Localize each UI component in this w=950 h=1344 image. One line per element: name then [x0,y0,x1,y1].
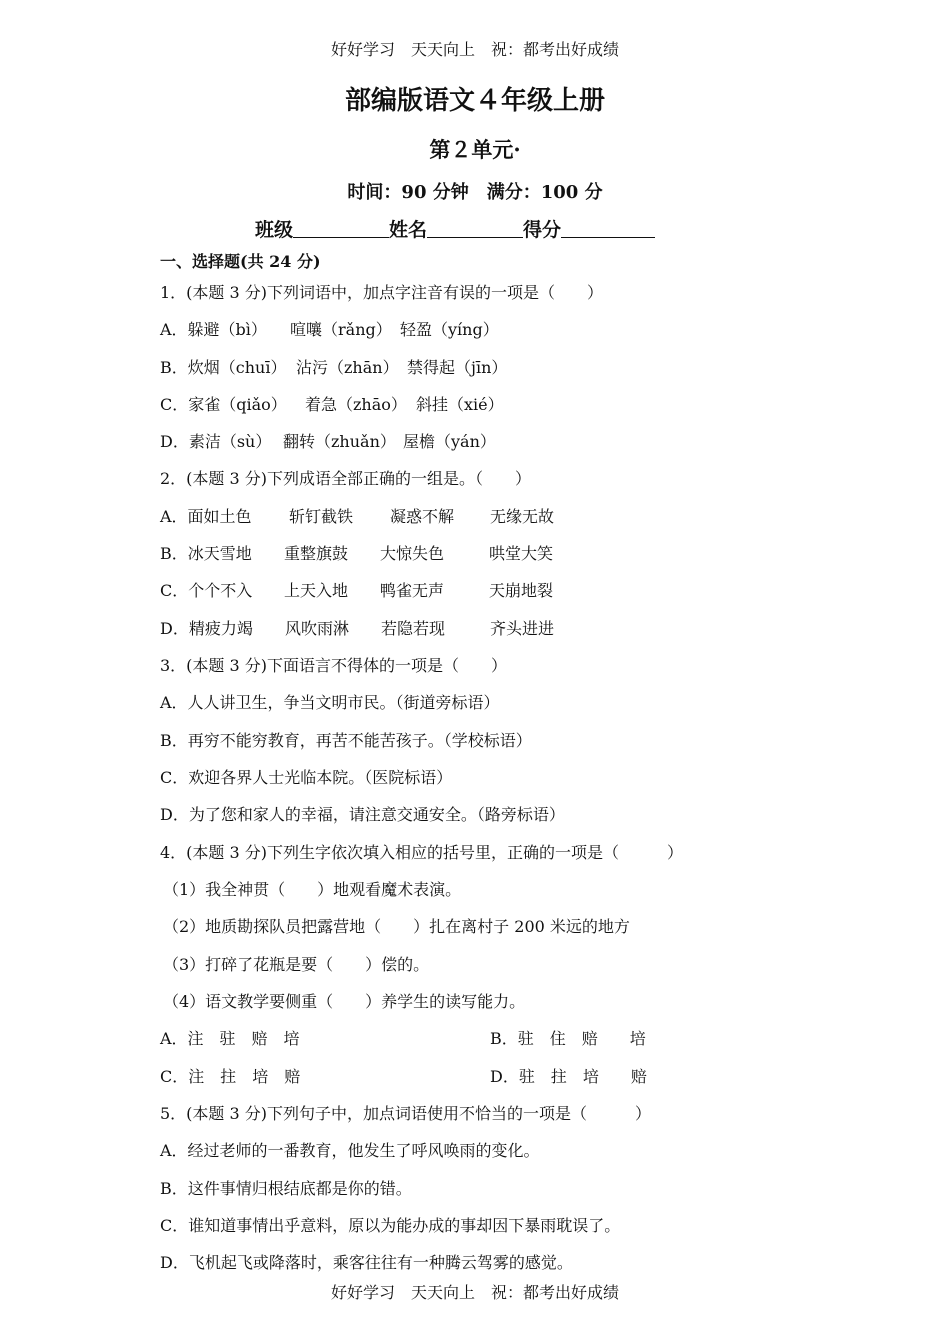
option-part: 着急（zhāo） [305,395,407,414]
question-4-option-a: A．注 驻 赔 培 [160,1029,300,1048]
time-info: 时间：90 分钟 满分：100 分 [347,182,603,203]
unit-title: 第２单元· [429,137,521,162]
option-part: 凝惑不解 [390,507,455,526]
option-part: 翻转（zhuǎn） [283,432,396,451]
question-5-option-c: C．谁知道事情出乎意料，原以为能办成的事却因下暴雨耽误了。 [160,1216,621,1235]
option-part: 斜挂（xié） [416,395,504,414]
student-fields [255,215,655,242]
score-blank[interactable] [561,217,655,238]
option-part: 屋檐（yán） [403,432,496,451]
question-4-sentence-4: （4）语文教学要侧重（ ）养学生的读写能力。 [163,992,526,1011]
question-2-option-b [160,541,553,564]
option-part: B．冰天雪地 [160,544,252,563]
option-part: 天崩地裂 [489,581,554,600]
question-3-option-c: C．欢迎各界人士光临本院。（医院标语） [160,768,453,787]
question-1-option-b [160,355,507,378]
question-2-option-d [160,616,554,639]
section-heading: 一、选择题(共 24 分) [160,252,321,271]
question-5-option-b: B．这件事情归根结底都是你的错。 [160,1179,412,1198]
option-part: D．素洁（sù） [160,432,272,451]
option-part: 鸭雀无声 [380,581,445,600]
option-part: C．个个不入 [160,581,253,600]
question-3-option-b: B．再穷不能穷教育，再苦不能苦孩子。（学校标语） [160,731,532,750]
option-part: 轻盈（yíng） [400,320,499,339]
question-4-option-d: D．驻 拄 培 赔 [490,1067,647,1086]
question-2-option-c [160,578,553,601]
question-1-stem: 1．(本题 3 分)下列词语中，加点字注音有误的一项是（ ） [160,283,604,302]
question-4-option-c: C．注 拄 培 赔 [160,1067,301,1086]
name-label: 姓名 [389,219,428,241]
option-part: 禁得起（jīn） [407,358,508,377]
question-1-option-d [160,429,496,452]
question-2-stem: 2．(本题 3 分)下列成语全部正确的一组是。（ ） [160,469,532,488]
question-4-sentence-1: （1）我全神贯（ ）地观看魔术表演。 [163,880,462,899]
question-4-stem: 4．(本题 3 分)下列生字依次填入相应的括号里，正确的一项是（ ） [160,843,684,862]
page-title: 部编版语文４年级上册 [344,86,605,116]
question-2-option-a [160,504,554,527]
class-blank[interactable] [293,217,389,238]
option-part: 重整旗鼓 [284,544,349,563]
option-part: 上天入地 [284,581,349,600]
option-part: D．精疲力竭 [160,619,253,638]
page-header: 好好学习 天天向上 祝：都考出好成绩 [330,40,619,59]
question-4-sentence-2: （2）地质勘探队员把露营地（ ）扎在离村子 200 米远的地方 [163,917,630,936]
option-part: 喧嚷（rǎng） [290,320,392,339]
option-part: A．面如土色 [160,507,252,526]
score-label: 得分 [523,219,562,241]
name-blank[interactable] [427,217,523,238]
option-part: 斩钉截铁 [289,507,354,526]
question-1-option-a [160,317,499,340]
question-3-stem: 3．(本题 3 分)下面语言不得体的一项是（ ） [160,656,508,675]
question-5-stem: 5．(本题 3 分)下列句子中，加点词语使用不恰当的一项是（ ） [160,1104,652,1123]
option-part: 齐头进进 [490,619,555,638]
page-footer: 好好学习 天天向上 祝：都考出好成绩 [330,1283,619,1302]
option-part: 风吹雨淋 [285,619,350,638]
question-1-option-c [160,392,504,415]
option-part: 若隐若现 [381,619,446,638]
question-3-option-d: D．为了您和家人的幸福，请注意交通安全。（路旁标语） [160,805,565,824]
class-label: 班级 [255,219,294,241]
option-part: 沾污（zhān） [296,358,399,377]
question-5-option-d: D．飞机起飞或降落时，乘客往往有一种腾云驾雾的感觉。 [160,1253,573,1272]
option-part: 大惊失色 [380,544,445,563]
option-part: B．炊烟（chuī） [160,358,287,377]
question-5-option-a: A．经过老师的一番教育，他发生了呼风唤雨的变化。 [160,1141,540,1160]
question-4-option-b: B．驻 住 赔 培 [490,1029,646,1048]
question-4-sentence-3: （3）打碎了花瓶是要（ ）偿的。 [163,955,430,974]
option-part: A．躲避（bì） [160,320,267,339]
option-part: 哄堂大笑 [489,544,554,563]
option-part: 无缘无故 [490,507,555,526]
option-part: C．家雀（qiǎo） [160,395,287,414]
question-3-option-a: A．人人讲卫生，争当文明市民。（街道旁标语） [160,693,500,712]
